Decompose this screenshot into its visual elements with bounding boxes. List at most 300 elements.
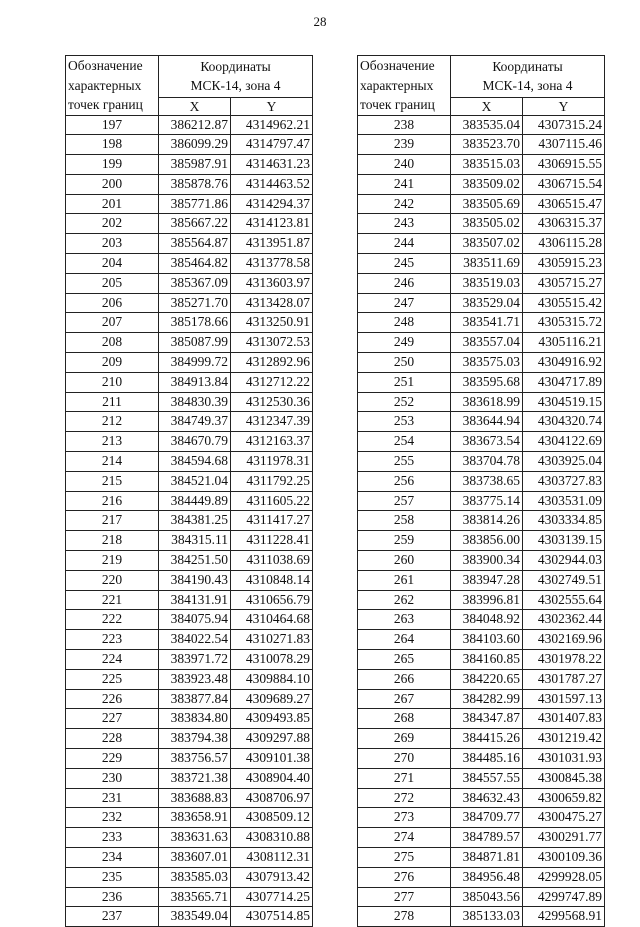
y-coordinate-cell: 4306715.54	[523, 174, 605, 194]
x-coordinate-cell: 383505.02	[451, 214, 523, 234]
x-column-header: X	[451, 97, 523, 115]
point-number-cell: 254	[358, 432, 451, 452]
point-number-cell: 234	[66, 847, 159, 867]
x-coordinate-cell: 384670.79	[159, 432, 231, 452]
point-number-cell: 271	[358, 768, 451, 788]
y-coordinate-cell: 4304717.89	[523, 372, 605, 392]
point-number-cell: 264	[358, 630, 451, 650]
y-coordinate-cell: 4309297.88	[231, 729, 313, 749]
point-number-cell: 242	[358, 194, 451, 214]
point-number-cell: 218	[66, 531, 159, 551]
table-row	[358, 135, 605, 155]
table-row	[358, 887, 605, 907]
point-number-cell: 212	[66, 412, 159, 432]
point-number-cell: 258	[358, 511, 451, 531]
x-coordinate-cell: 384131.91	[159, 590, 231, 610]
point-number-cell: 198	[66, 135, 159, 155]
table-row	[66, 709, 313, 729]
point-number-cell: 215	[66, 471, 159, 491]
table-row	[66, 412, 313, 432]
x-coordinate-cell: 384521.04	[159, 471, 231, 491]
y-coordinate-cell: 4306915.55	[523, 155, 605, 175]
point-number-cell: 220	[66, 570, 159, 590]
table-row	[358, 392, 605, 412]
y-coordinate-cell: 4302944.03	[523, 551, 605, 571]
y-coordinate-cell: 4311605.22	[231, 491, 313, 511]
point-number-cell: 245	[358, 254, 451, 274]
y-coordinate-cell: 4307315.24	[523, 115, 605, 135]
point-number-cell: 270	[358, 749, 451, 769]
y-coordinate-cell: 4300109.36	[523, 847, 605, 867]
y-coordinate-cell: 4311978.31	[231, 452, 313, 472]
x-coordinate-cell: 383507.02	[451, 234, 523, 254]
x-coordinate-cell: 383856.00	[451, 531, 523, 551]
y-coordinate-cell: 4300291.77	[523, 828, 605, 848]
y-coordinate-cell: 4314294.37	[231, 194, 313, 214]
y-coordinate-cell: 4303139.15	[523, 531, 605, 551]
point-number-cell: 204	[66, 254, 159, 274]
y-coordinate-cell: 4305515.42	[523, 293, 605, 313]
point-number-cell: 231	[66, 788, 159, 808]
x-coordinate-cell: 384103.60	[451, 630, 523, 650]
point-number-cell: 197	[66, 115, 159, 135]
x-coordinate-cell: 385178.66	[159, 313, 231, 333]
coordinates-table-right	[357, 55, 605, 927]
table-row	[358, 570, 605, 590]
point-number-cell: 277	[358, 887, 451, 907]
table-row	[66, 689, 313, 709]
point-number-cell: 239	[358, 135, 451, 155]
y-coordinate-cell: 4301219.42	[523, 729, 605, 749]
point-number-cell: 225	[66, 669, 159, 689]
point-number-cell: 273	[358, 808, 451, 828]
y-coordinate-cell: 4314463.52	[231, 174, 313, 194]
point-number-cell: 201	[66, 194, 159, 214]
x-coordinate-cell: 385771.86	[159, 194, 231, 214]
y-coordinate-cell: 4306315.37	[523, 214, 605, 234]
y-coordinate-cell: 4301407.83	[523, 709, 605, 729]
point-number-cell: 275	[358, 847, 451, 867]
y-coordinate-cell: 4310078.29	[231, 650, 313, 670]
x-coordinate-cell: 383794.38	[159, 729, 231, 749]
x-coordinate-cell: 384381.25	[159, 511, 231, 531]
point-number-cell: 251	[358, 372, 451, 392]
y-coordinate-cell: 4302362.44	[523, 610, 605, 630]
y-column-header: Y	[231, 97, 313, 115]
table-row	[358, 353, 605, 373]
x-coordinate-cell: 384190.43	[159, 570, 231, 590]
table-row	[66, 531, 313, 551]
x-coordinate-cell: 383673.54	[451, 432, 523, 452]
x-coordinate-cell: 383618.99	[451, 392, 523, 412]
table-row	[358, 254, 605, 274]
x-coordinate-cell: 384315.11	[159, 531, 231, 551]
x-coordinate-cell: 383814.26	[451, 511, 523, 531]
table-row	[358, 174, 605, 194]
table-row	[66, 570, 313, 590]
table-row	[66, 254, 313, 274]
point-number-cell: 216	[66, 491, 159, 511]
point-number-cell: 208	[66, 333, 159, 353]
x-coordinate-cell: 383644.94	[451, 412, 523, 432]
point-number-cell: 237	[66, 907, 159, 927]
table-row	[358, 867, 605, 887]
table-row	[66, 392, 313, 412]
x-coordinate-cell: 385087.99	[159, 333, 231, 353]
x-coordinate-cell: 383529.04	[451, 293, 523, 313]
table-row	[66, 511, 313, 531]
table-row	[358, 452, 605, 472]
table-row	[358, 491, 605, 511]
y-coordinate-cell: 4306115.28	[523, 234, 605, 254]
x-coordinate-cell: 384999.72	[159, 353, 231, 373]
y-coordinate-cell: 4312347.39	[231, 412, 313, 432]
point-number-cell: 272	[358, 788, 451, 808]
y-coordinate-cell: 4299747.89	[523, 887, 605, 907]
x-coordinate-cell: 384749.37	[159, 412, 231, 432]
point-number-cell: 213	[66, 432, 159, 452]
x-coordinate-cell: 384220.65	[451, 669, 523, 689]
x-coordinate-cell: 385464.82	[159, 254, 231, 274]
x-coordinate-cell: 383947.28	[451, 570, 523, 590]
table-row	[358, 729, 605, 749]
y-coordinate-cell: 4314962.21	[231, 115, 313, 135]
y-coordinate-cell: 4312163.37	[231, 432, 313, 452]
point-number-cell: 263	[358, 610, 451, 630]
x-coordinate-cell: 384048.92	[451, 610, 523, 630]
x-coordinate-cell: 383631.63	[159, 828, 231, 848]
point-number-cell: 244	[358, 234, 451, 254]
x-coordinate-cell: 384160.85	[451, 650, 523, 670]
x-coordinate-cell: 385133.03	[451, 907, 523, 927]
table-row	[66, 768, 313, 788]
x-coordinate-cell: 385367.09	[159, 273, 231, 293]
table-row	[66, 551, 313, 571]
table-row	[66, 372, 313, 392]
point-number-cell: 257	[358, 491, 451, 511]
y-coordinate-cell: 4305915.23	[523, 254, 605, 274]
x-column-header: X	[159, 97, 231, 115]
x-coordinate-cell: 386212.87	[159, 115, 231, 135]
table-row	[66, 808, 313, 828]
x-coordinate-cell: 384871.81	[451, 847, 523, 867]
table-row	[66, 867, 313, 887]
point-number-cell: 246	[358, 273, 451, 293]
point-number-cell: 202	[66, 214, 159, 234]
table-row	[66, 353, 313, 373]
point-number-cell: 217	[66, 511, 159, 531]
x-coordinate-cell: 383549.04	[159, 907, 231, 927]
y-coordinate-cell: 4305715.27	[523, 273, 605, 293]
point-number-cell: 240	[358, 155, 451, 175]
y-coordinate-cell: 4303925.04	[523, 452, 605, 472]
table-row	[66, 907, 313, 927]
point-number-cell: 266	[358, 669, 451, 689]
point-number-cell: 229	[66, 749, 159, 769]
page-number: 28	[313, 14, 327, 29]
y-coordinate-cell: 4308706.97	[231, 788, 313, 808]
x-coordinate-cell: 383756.57	[159, 749, 231, 769]
table-row	[66, 491, 313, 511]
y-coordinate-cell: 4303334.85	[523, 511, 605, 531]
point-number-cell: 274	[358, 828, 451, 848]
x-coordinate-cell: 383523.70	[451, 135, 523, 155]
table-row	[358, 551, 605, 571]
x-coordinate-cell: 383595.68	[451, 372, 523, 392]
y-coordinate-cell: 4309689.27	[231, 689, 313, 709]
x-coordinate-cell: 384632.43	[451, 788, 523, 808]
table-row	[358, 610, 605, 630]
table-row	[358, 531, 605, 551]
y-coordinate-cell: 4304122.69	[523, 432, 605, 452]
point-number-cell: 230	[66, 768, 159, 788]
table-row	[358, 828, 605, 848]
table-row	[66, 729, 313, 749]
point-number-cell: 241	[358, 174, 451, 194]
point-number-cell: 211	[66, 392, 159, 412]
table-row	[66, 273, 313, 293]
table-row	[358, 650, 605, 670]
table-row	[358, 788, 605, 808]
point-number-cell: 223	[66, 630, 159, 650]
y-coordinate-cell: 4314797.47	[231, 135, 313, 155]
x-coordinate-cell: 383585.03	[159, 867, 231, 887]
table-row	[358, 333, 605, 353]
y-coordinate-cell: 4314123.81	[231, 214, 313, 234]
y-coordinate-cell: 4300845.38	[523, 768, 605, 788]
point-number-cell: 219	[66, 551, 159, 571]
y-coordinate-cell: 4310271.83	[231, 630, 313, 650]
table-row	[358, 471, 605, 491]
table-row	[66, 828, 313, 848]
x-coordinate-cell: 383511.69	[451, 254, 523, 274]
point-number-cell: 224	[66, 650, 159, 670]
table-row	[66, 749, 313, 769]
y-column-header: Y	[523, 97, 605, 115]
x-coordinate-cell: 384709.77	[451, 808, 523, 828]
y-coordinate-cell: 4305315.72	[523, 313, 605, 333]
x-coordinate-cell: 384594.68	[159, 452, 231, 472]
point-number-cell: 227	[66, 709, 159, 729]
x-coordinate-cell: 383557.04	[451, 333, 523, 353]
coordinate-system-header: Координаты МСК-14, зона 4	[159, 56, 313, 98]
point-number-cell: 278	[358, 907, 451, 927]
x-coordinate-cell: 384789.57	[451, 828, 523, 848]
point-number-cell: 265	[358, 650, 451, 670]
x-coordinate-cell: 383704.78	[451, 452, 523, 472]
table-row	[358, 768, 605, 788]
y-coordinate-cell: 4313951.87	[231, 234, 313, 254]
x-coordinate-cell: 384022.54	[159, 630, 231, 650]
table-row	[66, 452, 313, 472]
table-row	[66, 234, 313, 254]
x-coordinate-cell: 383515.03	[451, 155, 523, 175]
table-row	[66, 432, 313, 452]
table-row	[66, 471, 313, 491]
x-coordinate-cell: 383535.04	[451, 115, 523, 135]
y-coordinate-cell: 4302749.51	[523, 570, 605, 590]
y-coordinate-cell: 4311038.69	[231, 551, 313, 571]
point-number-cell: 261	[358, 570, 451, 590]
table-row	[358, 194, 605, 214]
y-coordinate-cell: 4304519.15	[523, 392, 605, 412]
table-row	[66, 194, 313, 214]
coordinate-system-header: Координаты МСК-14, зона 4	[451, 56, 605, 98]
table-row	[66, 333, 313, 353]
y-coordinate-cell: 4307514.85	[231, 907, 313, 927]
table-row	[66, 669, 313, 689]
point-number-cell: 226	[66, 689, 159, 709]
y-coordinate-cell: 4307714.25	[231, 887, 313, 907]
table-body	[358, 115, 605, 927]
y-coordinate-cell: 4313072.53	[231, 333, 313, 353]
x-coordinate-cell: 383658.91	[159, 808, 231, 828]
y-coordinate-cell: 4311228.41	[231, 531, 313, 551]
point-number-cell: 203	[66, 234, 159, 254]
table-row	[358, 412, 605, 432]
point-number-cell: 199	[66, 155, 159, 175]
x-coordinate-cell: 383721.38	[159, 768, 231, 788]
point-number-cell: 207	[66, 313, 159, 333]
table-row	[66, 610, 313, 630]
x-coordinate-cell: 383877.84	[159, 689, 231, 709]
point-number-cell: 206	[66, 293, 159, 313]
y-coordinate-cell: 4304320.74	[523, 412, 605, 432]
y-coordinate-cell: 4306515.47	[523, 194, 605, 214]
y-coordinate-cell: 4308112.31	[231, 847, 313, 867]
table-row	[358, 273, 605, 293]
table-row	[358, 847, 605, 867]
y-coordinate-cell: 4303531.09	[523, 491, 605, 511]
y-coordinate-cell: 4300659.82	[523, 788, 605, 808]
point-number-cell: 267	[358, 689, 451, 709]
y-coordinate-cell: 4300475.27	[523, 808, 605, 828]
point-number-cell: 249	[358, 333, 451, 353]
table-row	[358, 115, 605, 135]
y-coordinate-cell: 4310848.14	[231, 570, 313, 590]
x-coordinate-cell: 383541.71	[451, 313, 523, 333]
x-coordinate-cell: 385878.76	[159, 174, 231, 194]
y-coordinate-cell: 4301787.27	[523, 669, 605, 689]
coordinates-table-left	[65, 55, 313, 927]
table-row	[66, 115, 313, 135]
table-row	[66, 590, 313, 610]
y-coordinate-cell: 4307115.46	[523, 135, 605, 155]
y-coordinate-cell: 4299928.05	[523, 867, 605, 887]
point-number-cell: 232	[66, 808, 159, 828]
point-number-cell: 262	[358, 590, 451, 610]
x-coordinate-cell: 384251.50	[159, 551, 231, 571]
table-row	[66, 650, 313, 670]
x-coordinate-cell: 385043.56	[451, 887, 523, 907]
x-coordinate-cell: 384830.39	[159, 392, 231, 412]
y-coordinate-cell: 4308310.88	[231, 828, 313, 848]
point-number-cell: 235	[66, 867, 159, 887]
x-coordinate-cell: 384557.55	[451, 768, 523, 788]
y-coordinate-cell: 4304916.92	[523, 353, 605, 373]
y-coordinate-cell: 4308904.40	[231, 768, 313, 788]
x-coordinate-cell: 383565.71	[159, 887, 231, 907]
y-coordinate-cell: 4310656.79	[231, 590, 313, 610]
point-column-header: Обозначение характерных точек границ	[358, 56, 451, 116]
y-coordinate-cell: 4301978.22	[523, 650, 605, 670]
point-number-cell: 248	[358, 313, 451, 333]
x-coordinate-cell: 383900.34	[451, 551, 523, 571]
table-row	[358, 432, 605, 452]
y-coordinate-cell: 4313603.97	[231, 273, 313, 293]
y-coordinate-cell: 4311792.25	[231, 471, 313, 491]
x-coordinate-cell: 383971.72	[159, 650, 231, 670]
y-coordinate-cell: 4299568.91	[523, 907, 605, 927]
x-coordinate-cell: 384449.89	[159, 491, 231, 511]
table-row	[66, 135, 313, 155]
x-coordinate-cell: 385987.91	[159, 155, 231, 175]
x-coordinate-cell: 383505.69	[451, 194, 523, 214]
x-coordinate-cell: 383738.65	[451, 471, 523, 491]
x-coordinate-cell: 383607.01	[159, 847, 231, 867]
y-coordinate-cell: 4313250.91	[231, 313, 313, 333]
x-coordinate-cell: 383688.83	[159, 788, 231, 808]
x-coordinate-cell: 385667.22	[159, 214, 231, 234]
table-row	[66, 214, 313, 234]
table-row	[358, 689, 605, 709]
point-number-cell: 269	[358, 729, 451, 749]
x-coordinate-cell: 384282.99	[451, 689, 523, 709]
table-row	[358, 234, 605, 254]
y-coordinate-cell: 4310464.68	[231, 610, 313, 630]
y-coordinate-cell: 4313428.07	[231, 293, 313, 313]
point-number-cell: 250	[358, 353, 451, 373]
point-number-cell: 209	[66, 353, 159, 373]
x-coordinate-cell: 383519.03	[451, 273, 523, 293]
table-row	[66, 293, 313, 313]
table-row	[66, 155, 313, 175]
point-number-cell: 253	[358, 412, 451, 432]
y-coordinate-cell: 4309101.38	[231, 749, 313, 769]
point-number-cell: 268	[358, 709, 451, 729]
x-coordinate-cell: 384415.26	[451, 729, 523, 749]
table-row	[358, 155, 605, 175]
point-column-header: Обозначение характерных точек границ	[66, 56, 159, 116]
y-coordinate-cell: 4312892.96	[231, 353, 313, 373]
y-coordinate-cell: 4311417.27	[231, 511, 313, 531]
table-body	[66, 115, 313, 927]
y-coordinate-cell: 4314631.23	[231, 155, 313, 175]
x-coordinate-cell: 384347.87	[451, 709, 523, 729]
point-number-cell: 243	[358, 214, 451, 234]
x-coordinate-cell: 384913.84	[159, 372, 231, 392]
x-coordinate-cell: 383996.81	[451, 590, 523, 610]
point-number-cell: 222	[66, 610, 159, 630]
x-coordinate-cell: 384075.94	[159, 610, 231, 630]
y-coordinate-cell: 4302555.64	[523, 590, 605, 610]
y-coordinate-cell: 4309493.85	[231, 709, 313, 729]
x-coordinate-cell: 383775.14	[451, 491, 523, 511]
point-number-cell: 205	[66, 273, 159, 293]
point-number-cell: 228	[66, 729, 159, 749]
table-row	[358, 749, 605, 769]
y-coordinate-cell: 4312712.22	[231, 372, 313, 392]
point-number-cell: 256	[358, 471, 451, 491]
table-row	[358, 214, 605, 234]
point-number-cell: 247	[358, 293, 451, 313]
table-row	[66, 174, 313, 194]
x-coordinate-cell: 383509.02	[451, 174, 523, 194]
y-coordinate-cell: 4301597.13	[523, 689, 605, 709]
x-coordinate-cell: 384485.16	[451, 749, 523, 769]
table-row	[358, 709, 605, 729]
y-coordinate-cell: 4301031.93	[523, 749, 605, 769]
